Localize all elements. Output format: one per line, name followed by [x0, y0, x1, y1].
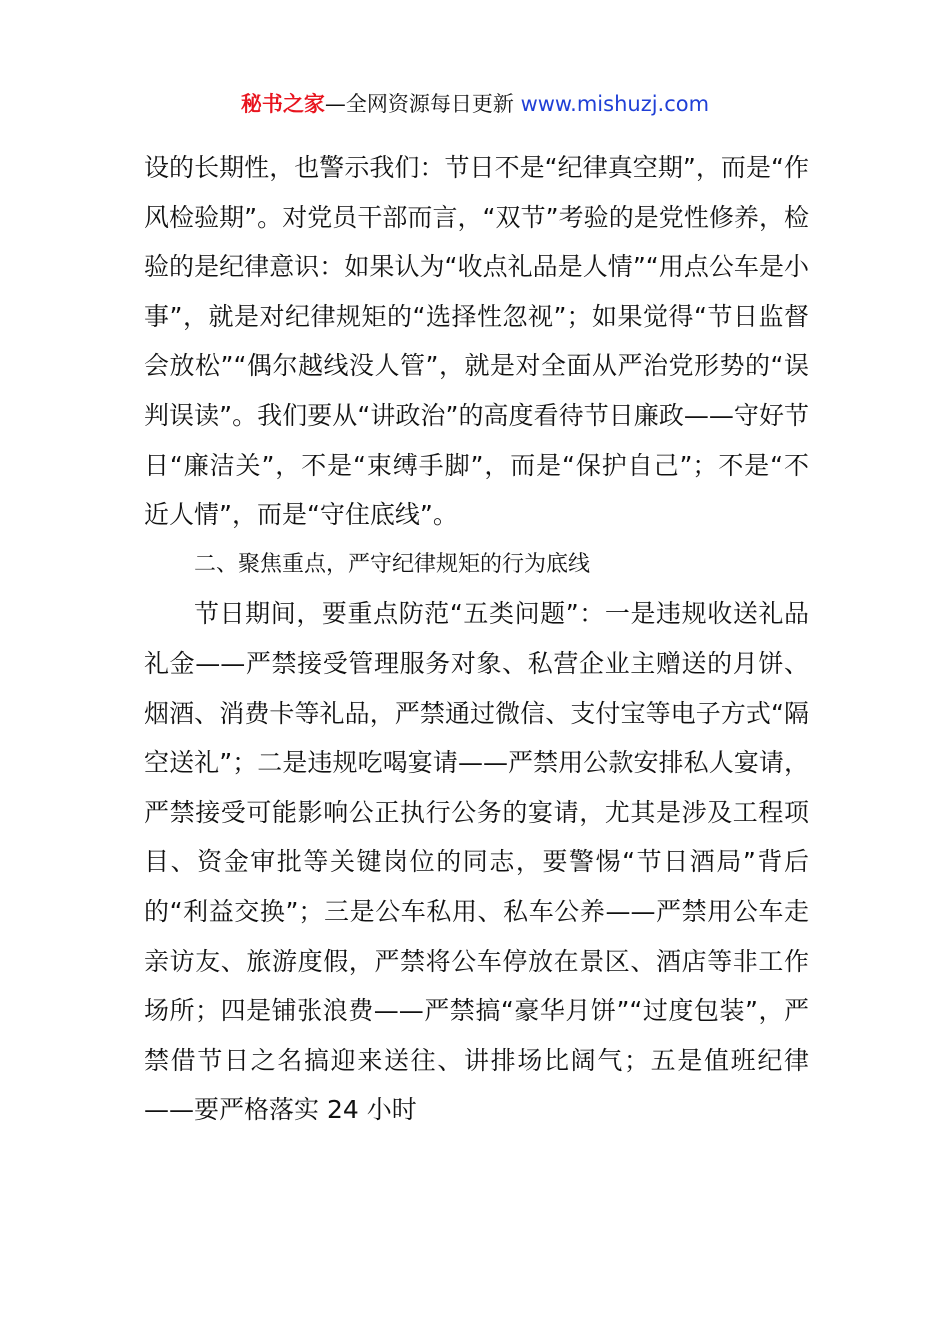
body-paragraph: 设的长期性，也警示我们：节日不是“纪律真空期”，而是“作风检验期”。对党员干部而言，“双节”考验的是党性修养，检验的是纪律意识：如果认为“收点礼品是人情”“用点公车是小事”，就是对纪律规矩的“选择性忽视”；如果觉得“节日监督会放松”“偶尔越线没人管”，就是对全面从严治党形势的“误判误读”。我们要从“讲政治”的高度看待节日廉政——守好节日“廉洁关”，不是“束缚手脚”，而是“保护自己”；不是“不近人情”，而是“守住底线”。 — [144, 153, 809, 530]
body-paragraph: 节日期间，要重点防范“五类问题”：一是违规收送礼品礼金——严禁接受管理服务对象、私营企业主赠送的月饼、烟酒、消费卡等礼品，严禁通过微信、支付宝等电子方式“隔空送礼”；二是违规吃喝宴请——严禁用公款安排私人宴请，严禁接受可能影响公正执行公务的宴请，尤其是涉及工程项目、资金审批等关键岗位的同志，要警惕“节日酒局”背后的“利益交换”；三是公车私用、私车公养——严禁用公车走亲访友、旅游度假，严禁将公车停放在景区、酒店等非工作场所；四是铺张浪费——严禁搞“豪华月饼”“过度包装”，严禁借节日之名搞迎来送往、讲排场比阔气；五是值班纪律——要严格落实 24 小时 — [144, 599, 809, 1125]
header-slogan: —全网资源每日更新 — [324, 92, 521, 116]
section-heading: 二、聚焦重点，严守纪律规矩的行为底线 — [194, 551, 591, 577]
document-body — [144, 143, 809, 1135]
page-header — [0, 88, 950, 120]
header-url-link[interactable]: www.mishuzj.com — [520, 92, 710, 116]
brand-name: 秘书之家 — [240, 92, 325, 116]
